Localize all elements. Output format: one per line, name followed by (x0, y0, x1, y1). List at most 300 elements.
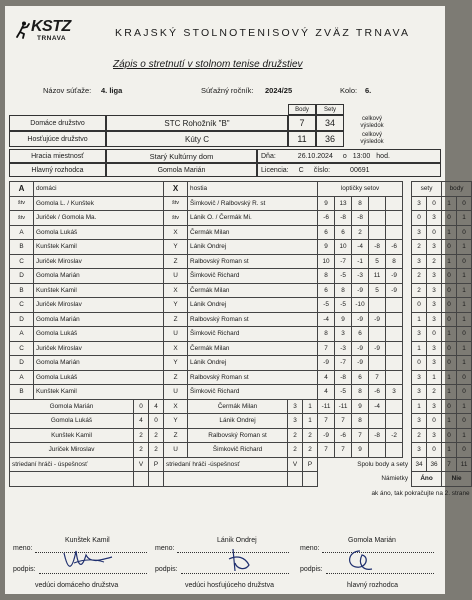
away-player-losses: 1 (303, 399, 318, 414)
away-sets-won: 3 (427, 298, 442, 313)
away-team-points: 11 (288, 131, 316, 147)
away-player-code: X (164, 341, 188, 356)
home-subs-label: striedaní hráči - úspešnosť (10, 457, 134, 472)
home-subs-v: V (134, 457, 149, 472)
home-sets-won: 0 (412, 298, 427, 313)
match-row (10, 225, 472, 240)
home-handwritten-signature (60, 545, 120, 575)
set-score (369, 211, 386, 226)
header-x: X (164, 182, 188, 197)
home-player-name: Kunštek Kamil (34, 240, 164, 255)
away-sets-won: 3 (427, 399, 442, 414)
set-score: 6 (335, 225, 352, 240)
set-score (386, 370, 403, 385)
away-team-label: Hosťujúce družstvo (9, 131, 106, 147)
away-handwritten-signature (223, 545, 263, 575)
gap (403, 428, 412, 443)
season-label: Súťažný ročník: (201, 86, 254, 95)
home-player-code: B (10, 385, 34, 400)
set-score: -9 (318, 356, 335, 371)
round-label: Kolo: (340, 86, 358, 95)
away-match-point: 0 (457, 225, 472, 240)
away-team-name: Kúty C (106, 131, 288, 147)
away-sets-won: 2 (427, 254, 442, 269)
match-row (10, 211, 472, 226)
away-sets-won: 0 (427, 225, 442, 240)
home-player-code: A (10, 225, 34, 240)
home-player-code: D (10, 269, 34, 284)
set-score: -5 (335, 269, 352, 284)
home-role-label: vedúci domáceho družstva (35, 582, 119, 589)
set-score: 3 (386, 385, 403, 400)
home-sets-won: 3 (412, 327, 427, 342)
set-score: -7 (335, 254, 352, 269)
number-label: číslo: (313, 166, 331, 174)
set-score: -3 (352, 269, 369, 284)
objections-row (10, 472, 472, 487)
home-player-code: A (10, 327, 34, 342)
kstz-logo (15, 18, 73, 50)
gap (403, 399, 412, 414)
home-player-name: Gomola Marián (10, 399, 134, 414)
home-player-losses: 4 (149, 399, 164, 414)
home-player-code: D (10, 356, 34, 371)
gap (403, 312, 412, 327)
away-result-label: celkový výsledok (360, 132, 384, 145)
home-sets-won: 3 (412, 254, 427, 269)
home-sets-won: 3 (412, 196, 427, 211)
away-player-wins: 3 (288, 414, 303, 429)
away-match-point: 0 (457, 196, 472, 211)
home-player-name: Juriček Miroslav (34, 254, 164, 269)
home-player-name: Gomola Marián (34, 312, 164, 327)
home-player-name: Gomola Lukáš (34, 370, 164, 385)
away-player-code: štv (164, 211, 188, 226)
set-score: -1 (352, 254, 369, 269)
away-player-code: U (164, 385, 188, 400)
home-player-name: Juriček Miroslav (10, 443, 134, 458)
substitutes-row (10, 457, 472, 472)
away-name-label: meno: (155, 545, 175, 552)
away-player-code: Y (164, 240, 188, 255)
away-sets-won: 3 (427, 356, 442, 371)
away-subs-v: V (288, 457, 303, 472)
home-sets-won: 3 (412, 225, 427, 240)
gap (403, 225, 412, 240)
home-player-code: C (10, 298, 34, 313)
referee-role-label: hlavný rozhodca (347, 582, 398, 589)
home-match-point: 1 (442, 225, 457, 240)
away-sets-won: 3 (427, 428, 442, 443)
away-player-name: Šimkovič Richard (188, 327, 318, 342)
away-player-name: Šimkovič Richard (188, 385, 318, 400)
set-score: 10 (335, 240, 352, 255)
away-player-name: Čermák Milan (188, 399, 288, 414)
away-sets-won: 1 (427, 370, 442, 385)
date-box (257, 149, 441, 163)
away-match-point: 1 (457, 211, 472, 226)
set-score: -9 (352, 312, 369, 327)
home-match-point: 0 (442, 269, 457, 284)
set-score: -7 (335, 356, 352, 371)
home-player-name: Kunštek Kamil (10, 428, 134, 443)
set-score: -9 (369, 341, 386, 356)
home-match-point: 0 (442, 211, 457, 226)
away-player-name: Lánik Ondrej (188, 240, 318, 255)
set-score: -4 (352, 240, 369, 255)
away-player-name: Čermák Milan (188, 283, 318, 298)
set-score: -9 (369, 312, 386, 327)
date-label: Dňa: (261, 152, 276, 160)
set-score: 6 (318, 225, 335, 240)
set-score (386, 298, 403, 313)
player-summary-row (10, 443, 472, 458)
away-match-point: 1 (457, 240, 472, 255)
referee-label: Hlavný rozhodca (9, 163, 106, 177)
set-score: 6 (352, 327, 369, 342)
away-player-code: U (164, 443, 188, 458)
home-player-wins: 0 (134, 399, 149, 414)
set-score: 10 (318, 254, 335, 269)
away-player-name: Šimkovič Richard (188, 269, 318, 284)
home-sets-won: 3 (412, 385, 427, 400)
header-sets: sety (412, 182, 442, 197)
set-score (386, 356, 403, 371)
set-score: -5 (335, 385, 352, 400)
home-player-name: Gomola Lukáš (34, 327, 164, 342)
set-score: 9 (335, 312, 352, 327)
set-score (386, 414, 403, 429)
home-sets-won: 3 (412, 370, 427, 385)
away-sign-label: podpis: (155, 566, 178, 573)
set-score: -11 (335, 399, 352, 414)
set-score (386, 443, 403, 458)
set-score: -9 (352, 341, 369, 356)
away-player-losses: 1 (303, 414, 318, 429)
home-match-point: 0 (442, 240, 457, 255)
away-player-name: Čermák Milan (188, 225, 318, 240)
set-score: -4 (318, 312, 335, 327)
home-sets-won: 1 (412, 341, 427, 356)
away-match-point: 1 (457, 341, 472, 356)
away-player-name: Čermák Milan (188, 341, 318, 356)
set-score: 8 (352, 385, 369, 400)
home-player-code: B (10, 240, 34, 255)
away-player-code: Y (164, 414, 188, 429)
set-score: 4 (318, 370, 335, 385)
away-player-wins: 2 (288, 428, 303, 443)
home-sign-label: podpis: (13, 566, 36, 573)
set-score: -9 (386, 283, 403, 298)
home-match-point: 1 (442, 254, 457, 269)
away-player-code: Y (164, 298, 188, 313)
set-score: -11 (318, 399, 335, 414)
set-score: 8 (318, 327, 335, 342)
header-home: domáci (34, 182, 164, 197)
continue-note-row (10, 486, 472, 500)
set-score: -8 (335, 370, 352, 385)
home-player-code: štv (10, 211, 34, 226)
away-sets-won: 3 (427, 240, 442, 255)
set-score (369, 225, 386, 240)
gap (403, 385, 412, 400)
away-player-losses: 2 (303, 443, 318, 458)
set-score (369, 327, 386, 342)
gap (403, 370, 412, 385)
gap (403, 240, 412, 255)
home-sets-won: 0 (412, 211, 427, 226)
set-score: -9 (386, 269, 403, 284)
set-score (369, 414, 386, 429)
home-match-point: 0 (442, 312, 457, 327)
set-score: 9 (318, 240, 335, 255)
home-player-wins: 2 (134, 428, 149, 443)
set-score (369, 298, 386, 313)
gap (403, 283, 412, 298)
home-sets-won: 0 (412, 356, 427, 371)
sets-header: Sety (316, 104, 344, 115)
match-row (10, 341, 472, 356)
home-player-code: C (10, 341, 34, 356)
match-row (10, 356, 472, 371)
set-score: -6 (386, 240, 403, 255)
away-match-point: 0 (457, 414, 472, 429)
away-team-sets: 36 (316, 131, 344, 147)
away-player-code: Z (164, 428, 188, 443)
document-title: Zápis o stretnutí v stolnom tenise družstiev (113, 59, 303, 70)
objections-label: Námietky (381, 475, 409, 483)
home-sets-won: 3 (412, 443, 427, 458)
set-score: 13 (335, 196, 352, 211)
away-player-code: Z (164, 312, 188, 327)
home-player-name: Gomola L. / Kunštek (34, 196, 164, 211)
player-summary-row (10, 414, 472, 429)
home-player-name: Juriček Miroslav (34, 298, 164, 313)
home-player-code: štv (10, 196, 34, 211)
continue-note: ak áno, tak pokračujte na 2. strane (371, 489, 470, 497)
set-score: 7 (369, 370, 386, 385)
home-team-label: Domáce družstvo (9, 115, 106, 131)
header-away: hostia (188, 182, 318, 197)
away-player-code: Z (164, 254, 188, 269)
competition-value: 4. liga (101, 86, 123, 95)
home-sets-won: 3 (412, 414, 427, 429)
home-subs-blank (10, 472, 134, 487)
gap (403, 298, 412, 313)
set-score: 8 (352, 196, 369, 211)
season-value: 2024/25 (265, 86, 293, 95)
gap (403, 269, 412, 284)
home-match-point: 0 (442, 283, 457, 298)
set-score: 9 (352, 443, 369, 458)
gap (403, 211, 412, 226)
objections-no: Nie (442, 472, 472, 487)
away-match-point: 0 (457, 385, 472, 400)
away-subs-label: striedaní hráči -úspešnosť (164, 457, 288, 472)
home-player-name: Gomola Marián (34, 269, 164, 284)
time-label: o (342, 152, 347, 160)
set-score: -6 (335, 428, 352, 443)
header-a: A (10, 182, 34, 197)
home-match-point: 0 (442, 298, 457, 313)
away-subs-p: P (303, 457, 318, 472)
gap (403, 443, 412, 458)
away-player-wins: 2 (288, 443, 303, 458)
away-sets-won: 0 (427, 414, 442, 429)
away-leader-name: Lánik Ondrej (217, 537, 257, 544)
set-score: 5 (369, 254, 386, 269)
set-score: 5 (369, 283, 386, 298)
number-value: 00691 (350, 166, 370, 174)
set-score (386, 341, 403, 356)
home-match-point: 1 (442, 327, 457, 342)
gap (403, 327, 412, 342)
home-leader-name: Kunštek Kamil (65, 537, 110, 544)
organization-name: KRAJSKÝ STOLNOTENISOVÝ ZVÄZ TRNAVA (115, 27, 411, 39)
home-player-code: A (10, 370, 34, 385)
gap (403, 254, 412, 269)
set-score: 7 (352, 428, 369, 443)
away-sets-won: 0 (427, 443, 442, 458)
away-sets-won: 0 (427, 196, 442, 211)
away-sets-won: 3 (427, 269, 442, 284)
away-player-code: U (164, 327, 188, 342)
set-score: -9 (318, 428, 335, 443)
set-score: -6 (369, 385, 386, 400)
total-points-away: 11 (457, 457, 472, 472)
match-row (10, 385, 472, 400)
referee-sign-name: Gomola Marián (348, 537, 396, 544)
set-score (386, 211, 403, 226)
gap (403, 356, 412, 371)
total-sets-home: 34 (412, 457, 427, 472)
venue-label: Hracia miestnosť (9, 149, 106, 163)
continue-note-spacer (10, 486, 318, 500)
away-player-code: X (164, 283, 188, 298)
match-row (10, 327, 472, 342)
home-player-code: C (10, 254, 34, 269)
away-match-point: 0 (457, 443, 472, 458)
home-sets-won: 1 (412, 399, 427, 414)
set-score: 8 (386, 254, 403, 269)
referee-handwritten-signature (340, 545, 380, 575)
home-subs-p-blank (149, 472, 164, 487)
away-match-point: 1 (457, 428, 472, 443)
set-score: -9 (352, 283, 369, 298)
matches-body (10, 182, 472, 501)
home-match-point: 0 (442, 341, 457, 356)
set-score (369, 196, 386, 211)
away-match-point: 1 (457, 269, 472, 284)
set-score: 7 (335, 414, 352, 429)
round-value: 6. (365, 86, 372, 95)
away-subs-p-blank (303, 472, 318, 487)
license-label: Licencia: (261, 166, 289, 174)
set-score: 6 (352, 370, 369, 385)
set-score: 9 (352, 399, 369, 414)
header-points: body (442, 182, 472, 197)
total-points-home: 7 (442, 457, 457, 472)
home-sets-won: 2 (412, 269, 427, 284)
player-logo-icon (15, 21, 31, 39)
set-score (369, 443, 386, 458)
away-role-label: vedúci hosťujúceho družstva (185, 582, 275, 589)
player-summary-row (10, 428, 472, 443)
home-sets-won: 2 (412, 428, 427, 443)
home-match-point: 0 (442, 428, 457, 443)
home-match-point: 0 (442, 356, 457, 371)
away-player-losses: 2 (303, 428, 318, 443)
set-score: 7 (335, 443, 352, 458)
set-score: -2 (386, 428, 403, 443)
home-player-name: Juriček / Gomola Ma. (34, 211, 164, 226)
set-score: -6 (318, 211, 335, 226)
home-player-name: Gomola Lukáš (10, 414, 134, 429)
away-match-point: 0 (457, 254, 472, 269)
home-match-point: 1 (442, 385, 457, 400)
away-player-code: X (164, 399, 188, 414)
away-sets-won: 3 (427, 341, 442, 356)
home-player-name: Gomola Marián (34, 356, 164, 371)
set-score: 2 (352, 225, 369, 240)
venue-value: Starý Kultúrny dom (106, 149, 257, 163)
set-score: 3 (335, 327, 352, 342)
home-result-label: celkový výsledok (360, 116, 384, 129)
license-value: C (298, 166, 304, 174)
away-player-code: Z (164, 370, 188, 385)
set-score: -9 (352, 356, 369, 371)
away-sets-won: 3 (427, 283, 442, 298)
total-sets-away: 36 (427, 457, 442, 472)
home-player-wins: 2 (134, 443, 149, 458)
time-value: 13:00 (352, 152, 371, 160)
set-score: 7 (318, 443, 335, 458)
home-player-name: Kunštek Kamil (34, 385, 164, 400)
match-row (10, 240, 472, 255)
away-player-code: X (164, 225, 188, 240)
home-name-label: meno: (13, 545, 33, 552)
logo-subtext: TRNAVA (37, 35, 67, 42)
gap (403, 196, 412, 211)
match-row (10, 298, 472, 313)
points-header: Body (288, 104, 316, 115)
license-box (257, 163, 441, 177)
gap (403, 341, 412, 356)
match-row (10, 370, 472, 385)
home-match-point: 1 (442, 414, 457, 429)
home-player-losses: 2 (149, 428, 164, 443)
away-player-code: Y (164, 356, 188, 371)
away-sets-won: 2 (427, 385, 442, 400)
away-player-name: Šimkovič / Ralbovský R. st (188, 196, 318, 211)
away-player-name: Lánik Ondrej (188, 298, 318, 313)
set-score: -3 (335, 341, 352, 356)
away-sets-won: 3 (427, 211, 442, 226)
home-team-points: 7 (288, 115, 316, 131)
home-player-losses: 2 (149, 443, 164, 458)
logo-word: KSTZ (31, 18, 71, 35)
set-score: -5 (335, 298, 352, 313)
set-score: 7 (318, 341, 335, 356)
set-score: -8 (369, 428, 386, 443)
set-score: -4 (369, 399, 386, 414)
set-score: -8 (335, 211, 352, 226)
away-subs-v-blank (288, 472, 303, 487)
header-sets-detail: loptičky setov (318, 182, 403, 197)
home-match-point: 0 (442, 399, 457, 414)
away-player-name: Ralbovský Roman st (188, 370, 318, 385)
home-player-name: Kunštek Kamil (34, 283, 164, 298)
